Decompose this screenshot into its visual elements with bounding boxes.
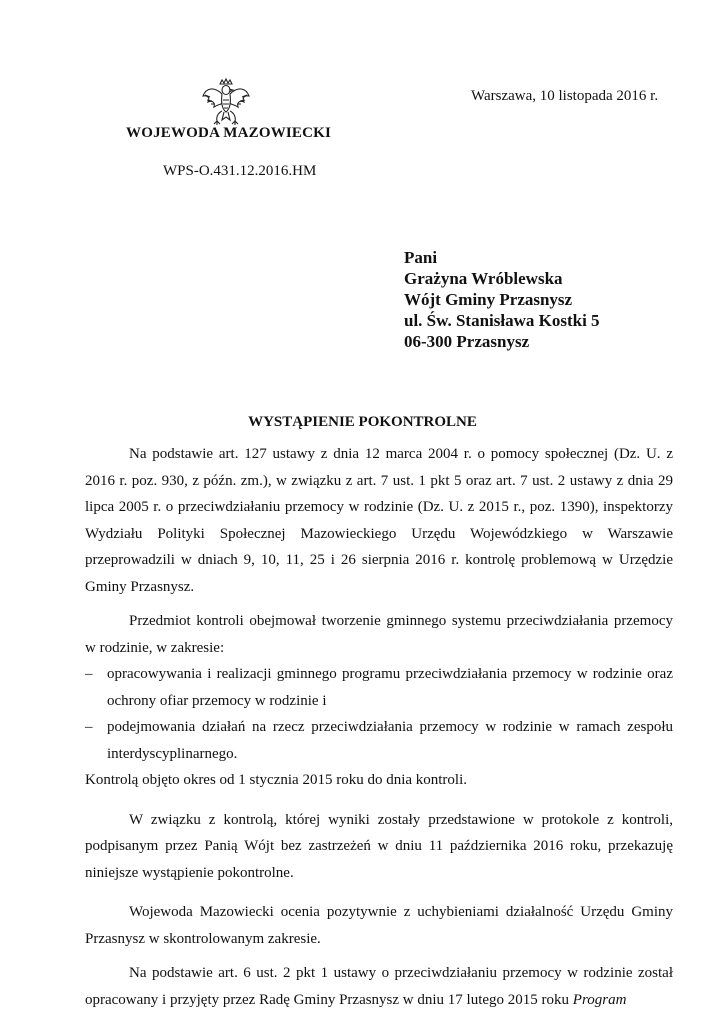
paragraph-program bbox=[85, 960, 673, 1013]
list-item-text: opracowywania i realizacji gminnego programu przeciwdziałania przemocy w rodzinie oraz ochrony ofiar przemocy w rodzinie i bbox=[107, 666, 673, 709]
paragraph-period: Kontrolą objęto okres od 1 stycznia 2015 roku do dnia kontroli. bbox=[85, 772, 468, 788]
paragraph-scope: Przedmiot kontroli obejmował tworzenie gminnego systemu przeciwdziałania przemocy w rodzinie, w zakresie: bbox=[85, 613, 673, 656]
document-body bbox=[85, 441, 673, 1013]
paragraph-protocol: W związku z kontrolą, której wyniki zostały przedstawione w protokole z kontroli, podpisanym przez Panią Wójt bez zastrzeżeń w dniu 11 października 2016 roku, przekazuję niniejsze wystąpienie pokontrolne. bbox=[85, 811, 673, 881]
addressee-block bbox=[404, 247, 600, 352]
addressee-salutation: Pani bbox=[404, 248, 438, 267]
issuer-name: WOJEWODA MAZOWIECKI bbox=[126, 125, 332, 141]
paragraph-assessment: Wojewoda Mazowiecki ocenia pozytywnie z uchybieniami działalność Urzędu Gminy Przasnysz w skontrolowanym zakresie. bbox=[85, 904, 673, 947]
addressee-position: Wójt Gminy Przasnysz bbox=[404, 290, 573, 309]
paragraph-program-text: Na podstawie art. 6 ust. 2 pkt 1 ustawy o przeciwdziałaniu przemocy w rodzinie został opracowany i przyjęty przez Radę Gminy Przasnysz w dniu 17 lutego 2015 roku bbox=[85, 965, 673, 1008]
list-item bbox=[85, 714, 673, 767]
addressee-city: 06-300 Przasnysz bbox=[404, 332, 530, 351]
list-dash: – bbox=[85, 719, 93, 735]
polish-eagle-emblem-icon bbox=[200, 76, 252, 128]
document-title: WYSTĄPIENIE POKONTROLNE bbox=[248, 414, 477, 430]
addressee-name: Grażyna Wróblewska bbox=[404, 269, 563, 288]
paragraph-legal-basis: Na podstawie art. 127 ustawy z dnia 12 marca 2004 r. o pomocy społecznej (Dz. U. z 2016 r. poz. 930, z późn. zm.), w związku z art. 7 ust. 1 pkt 5 oraz art. 7 ust. 2 ustawy z dnia 29 lipca 2005 r. o przeciwdziałaniu przemocy w rodzinie (Dz. U. z 2015 r., poz. 1390), inspektorzy Wydziału Polityki Społecznej Mazowieckiego Urzędu Wojewódzkiego w Warszawie przeprowadzili w dniach 9, 10, 11, 25 i 26 sierpnia 2016 r. kontrolę problemową w Urzędzie Gminy Przasnysz. bbox=[85, 446, 673, 595]
addressee-street: ul. Św. Stanisława Kostki 5 bbox=[404, 311, 600, 330]
list-item-text: podejmowania działań na rzecz przeciwdziałania przemocy w rodzinie w ramach zespołu interdyscyplinarnego. bbox=[107, 719, 673, 762]
list-dash: – bbox=[85, 666, 93, 682]
list-item bbox=[85, 661, 673, 714]
scope-list bbox=[85, 661, 673, 767]
program-italic: Program bbox=[572, 991, 627, 1008]
reference-number: WPS-O.431.12.2016.HM bbox=[163, 163, 317, 179]
date-line: Warszawa, 10 listopada 2016 r. bbox=[471, 88, 659, 104]
